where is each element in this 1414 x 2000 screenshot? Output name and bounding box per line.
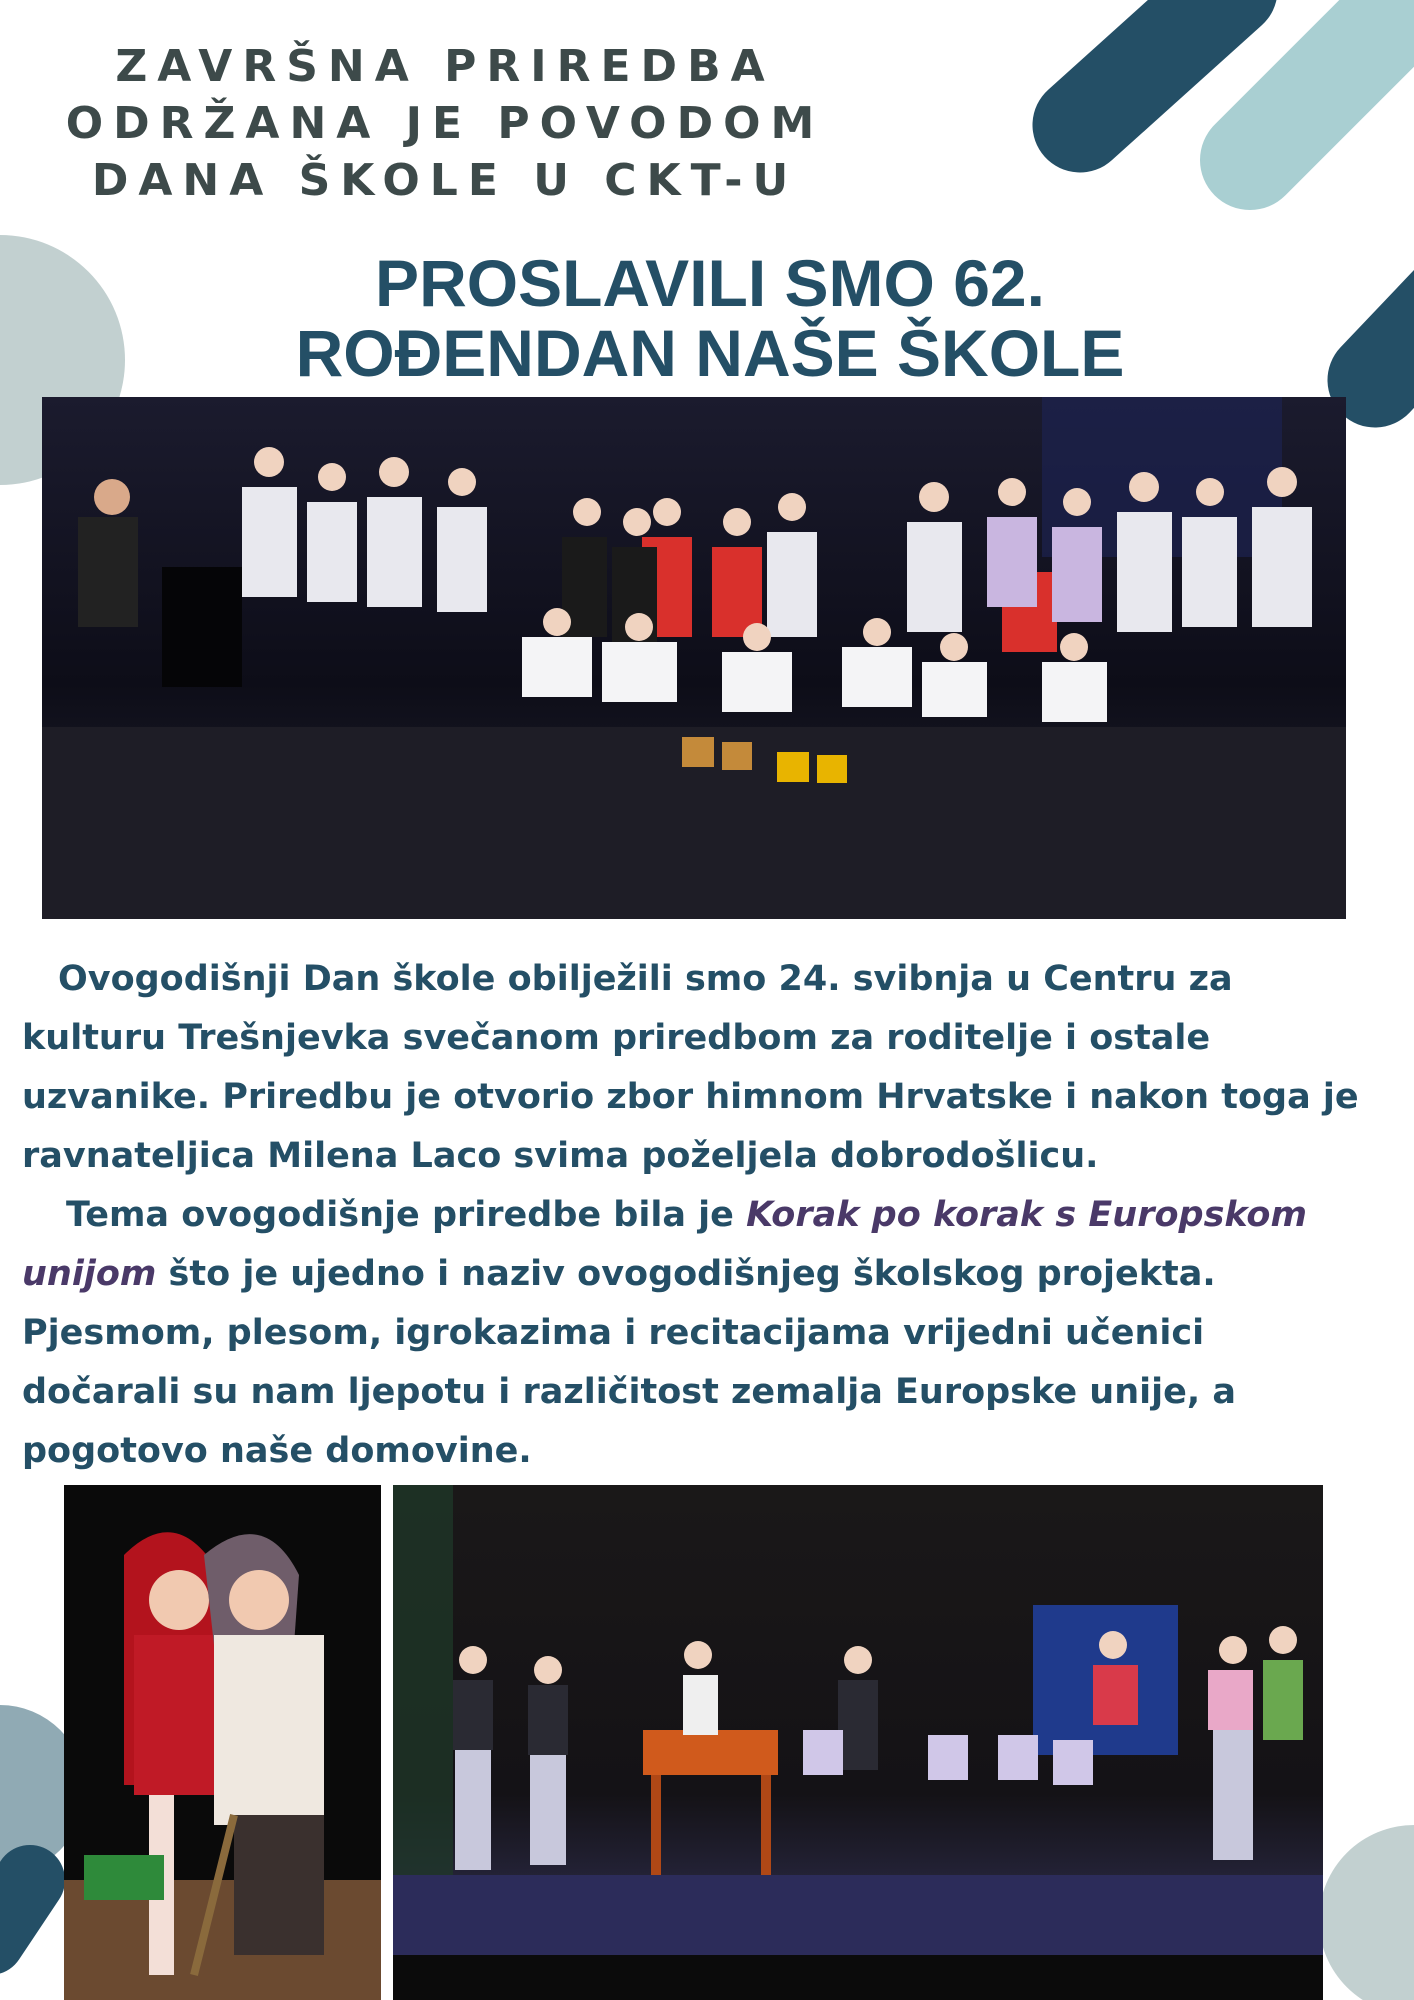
paragraph-2-lead: Tema ovogodišnje priredbe bila je [66, 1195, 747, 1235]
article-body [22, 950, 1362, 1481]
page-title [230, 248, 1190, 388]
costume-photo [64, 1485, 381, 2000]
choir-photo [42, 397, 1346, 919]
paragraph-2-rest: što je ujedno i naziv ovogodišnjeg školskog projekta. Pjesmom, plesom, igrokazima i recitacijama vrijedni učenici dočarali su nam ljepotu i različitost zemalja Europske unije, a pogotovo naše domovine. [22, 1254, 1236, 1471]
paragraph-1-text: Ovogodišnji Dan škole obilježili smo 24. svibnja u Centru za kulturu Trešnjevka svečanom priredbom za roditelje i ostale uzvanike. Priredbu je otvorio zbor himnom Hrvatske i nakon toga je ravnateljica Milena Laco svima poželjela dobrodošlicu. [22, 959, 1359, 1176]
article-paragraph-2 [22, 1186, 1362, 1481]
kicker-line-1: ZAVRŠNA PRIREDBA [115, 41, 775, 92]
title-line-1: PROSLAVILI SMO 62. [375, 246, 1045, 320]
project-title: Korak po korak s Europskom unijom [22, 1195, 1307, 1294]
stage-play-photo [393, 1485, 1323, 2000]
kicker-heading [40, 38, 850, 209]
kicker-line-3: DANA ŠKOLE U CKT-U [91, 155, 799, 206]
title-line-2: ROĐENDAN NAŠE ŠKOLE [295, 316, 1125, 390]
article-paragraph-1 [22, 950, 1362, 1186]
kicker-line-2: ODRŽANA JE POVODOM [65, 98, 825, 149]
